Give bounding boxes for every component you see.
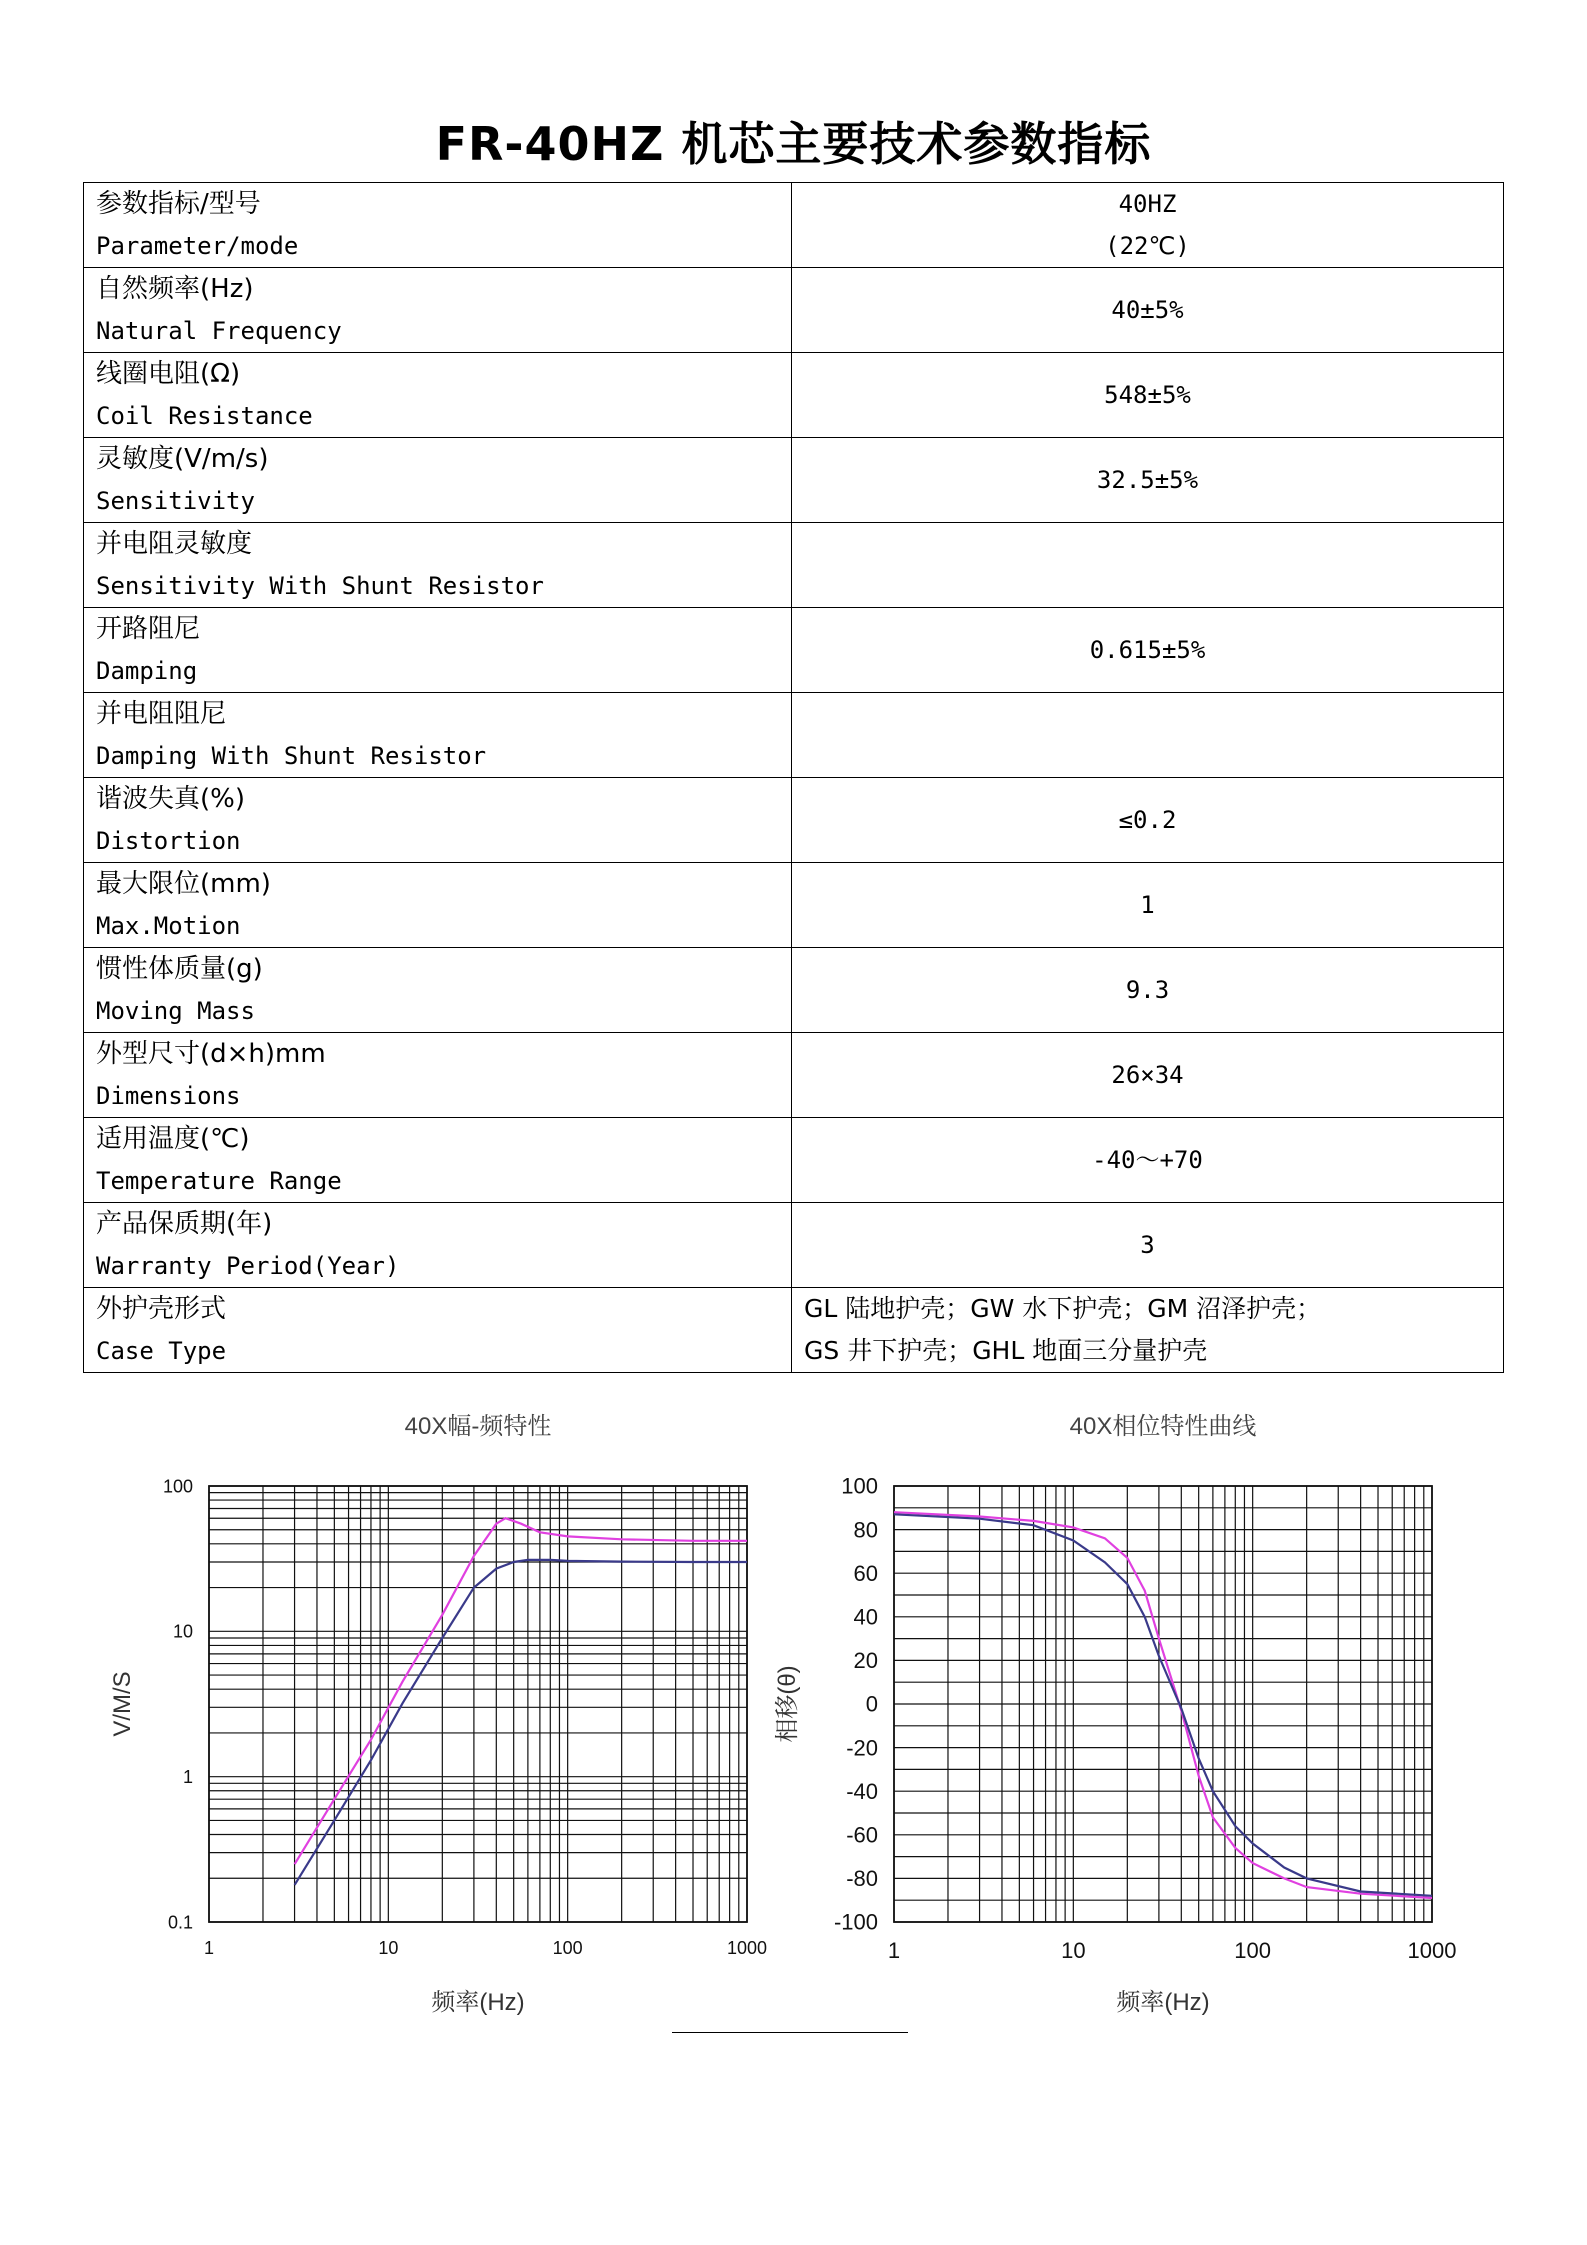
table-row <box>84 1033 1504 1118</box>
parameter-name-zh: 外护壳形式 <box>96 1294 227 1324</box>
table-row <box>84 863 1504 948</box>
parameter-name-en: Natural Frequency <box>96 317 342 345</box>
y-tick-label: 100 <box>841 1473 878 1499</box>
parameter-value: 32.5±5% <box>1096 466 1199 494</box>
x-tick-label: 1000 <box>726 1938 768 1958</box>
parameter-name-zh: 最大限位(mm) <box>96 869 271 899</box>
parameter-value: 548±5% <box>1104 381 1191 409</box>
parameter-name-zh: 产品保质期(年) <box>96 1209 273 1239</box>
y-tick-label: -60 <box>846 1822 878 1848</box>
chart-title: 40X幅-频特性 <box>404 1413 552 1440</box>
parameter-name-en: Warranty Period(Year) <box>96 1252 400 1280</box>
parameter-name-en: Coil Resistance <box>96 402 313 430</box>
parameter-cell <box>84 1033 792 1118</box>
value-cell <box>792 438 1504 523</box>
y-tick-label: 40 <box>853 1604 878 1630</box>
parameter-name-en: Sensitivity <box>96 487 255 515</box>
value-cell <box>792 1118 1504 1203</box>
parameter-name-zh: 并电阻灵敏度 <box>96 529 253 559</box>
parameter-cell <box>84 778 792 863</box>
parameter-cell <box>84 353 792 438</box>
y-tick-label: -20 <box>846 1735 878 1761</box>
footer-divider <box>672 2032 908 2033</box>
parameter-name-en: Damping <box>96 657 198 685</box>
value-cell <box>792 1203 1504 1288</box>
y-tick-label: 20 <box>853 1648 878 1674</box>
parameter-name-zh: 惯性体质量(g) <box>96 954 263 984</box>
table-row <box>84 608 1504 693</box>
parameter-name-en: Damping With Shunt Resistor <box>96 742 487 770</box>
value-cell <box>792 863 1504 948</box>
parameter-cell <box>84 948 792 1033</box>
y-tick-label: 1 <box>182 1766 193 1787</box>
parameter-cell <box>84 268 792 353</box>
parameter-value: GL 陆地护壳；GW 水下护壳；GM 沼泽护壳； <box>804 1294 1322 1323</box>
table-row <box>84 1288 1504 1373</box>
parameter-name-en: Sensitivity With Shunt Resistor <box>96 572 544 600</box>
table-row <box>84 268 1504 353</box>
parameter-value: 40±5% <box>1111 296 1184 324</box>
series-line-1 <box>295 1518 747 1864</box>
parameter-value: 3 <box>1140 1231 1155 1259</box>
y-tick-label: -40 <box>846 1778 878 1804</box>
parameter-name-en: Case Type <box>96 1337 227 1365</box>
parameter-value: -40～+70 <box>1092 1146 1203 1174</box>
parameter-name-zh: 自然频率(Hz) <box>96 274 254 304</box>
value-cell <box>792 1033 1504 1118</box>
parameter-cell <box>84 438 792 523</box>
parameter-cell <box>84 1118 792 1203</box>
parameter-name-en: Distortion <box>96 827 241 855</box>
x-tick-label: 1 <box>203 1938 215 1958</box>
y-tick-label: 0.1 <box>167 1912 193 1933</box>
parameter-value: ≤0.2 <box>1118 806 1177 834</box>
x-axis-label: 频率(Hz) <box>1116 1989 1210 2016</box>
value-cell <box>792 183 1504 268</box>
value-cell <box>792 948 1504 1033</box>
table-row <box>84 1118 1504 1203</box>
parameter-name-zh: 线圈电阻(Ω) <box>96 359 241 389</box>
table-row <box>84 523 1504 608</box>
parameter-name-zh: 灵敏度(V/m/s) <box>96 444 269 474</box>
table-row <box>84 778 1504 863</box>
y-axis-label: V/M/S <box>109 1671 136 1737</box>
series-line-2 <box>295 1560 747 1885</box>
parameter-name-zh: 外型尺寸(d×h)mm <box>96 1039 326 1069</box>
parameter-value-line2: GS 井下护壳；GHL 地面三分量护壳 <box>804 1336 1208 1365</box>
value-cell <box>792 523 1504 608</box>
parameter-value-line2: (22℃) <box>1105 232 1190 260</box>
parameter-cell <box>84 608 792 693</box>
x-tick-label: 100 <box>552 1938 583 1958</box>
parameter-value: 0.615±5% <box>1089 636 1206 664</box>
y-tick-label: 10 <box>172 1621 193 1642</box>
series-line-1 <box>894 1512 1432 1898</box>
chart-title: 40X相位特性曲线 <box>1069 1413 1257 1440</box>
parameter-name-zh: 并电阻阻尼 <box>96 699 227 729</box>
x-tick-label: 1000 <box>1407 1938 1457 1963</box>
parameter-value: 40HZ <box>1118 190 1177 218</box>
y-tick-label: 0 <box>865 1691 878 1717</box>
parameter-cell <box>84 523 792 608</box>
amplitude-frequency-chart <box>0 1400 800 2040</box>
page-title: FR-40HZ 机芯主要技术参数指标 <box>435 117 1152 171</box>
y-tick-label: -100 <box>833 1909 878 1935</box>
table-row <box>84 438 1504 523</box>
table-row <box>84 1203 1504 1288</box>
parameter-cell <box>84 693 792 778</box>
x-axis-label: 频率(Hz) <box>431 1989 525 2016</box>
parameter-cell <box>84 1288 792 1373</box>
parameter-name-zh: 谐波失真(%) <box>96 784 245 814</box>
series-line-2 <box>894 1514 1432 1896</box>
parameter-name-en: Moving Mass <box>96 997 255 1025</box>
x-tick-label: 1 <box>887 1938 901 1963</box>
value-cell <box>792 693 1504 778</box>
value-cell <box>792 778 1504 863</box>
parameter-name-zh: 适用温度(℃) <box>96 1124 250 1154</box>
phase-frequency-chart <box>774 1400 1587 2040</box>
x-tick-label: 100 <box>1234 1938 1272 1963</box>
parameter-value: 26×34 <box>1111 1061 1184 1089</box>
y-tick-label: 100 <box>162 1476 193 1497</box>
y-tick-label: -80 <box>846 1866 878 1892</box>
value-cell <box>792 268 1504 353</box>
y-tick-label: 60 <box>853 1560 878 1586</box>
parameter-cell <box>84 183 792 268</box>
x-tick-label: 10 <box>378 1938 399 1958</box>
parameter-value: 1 <box>1140 891 1155 919</box>
table-row <box>84 353 1504 438</box>
value-cell <box>792 353 1504 438</box>
parameter-name-zh: 开路阻尼 <box>96 614 201 644</box>
x-tick-label: 10 <box>1061 1938 1086 1963</box>
spec-table <box>83 182 1504 1373</box>
table-row <box>84 693 1504 778</box>
table-row <box>84 183 1504 268</box>
y-tick-label: 80 <box>853 1517 878 1543</box>
parameter-cell <box>84 863 792 948</box>
y-axis-label: 相移(θ) <box>774 1665 801 1743</box>
parameter-name-en: Max.Motion <box>96 912 241 940</box>
parameter-name-en: Parameter/mode <box>96 232 299 260</box>
value-cell <box>792 608 1504 693</box>
value-cell <box>792 1288 1504 1373</box>
parameter-name-zh: 参数指标/型号 <box>96 189 261 219</box>
table-row <box>84 948 1504 1033</box>
parameter-name-en: Dimensions <box>96 1082 241 1110</box>
parameter-cell <box>84 1203 792 1288</box>
parameter-value: 9.3 <box>1125 976 1170 1004</box>
parameter-name-en: Temperature Range <box>96 1167 342 1195</box>
